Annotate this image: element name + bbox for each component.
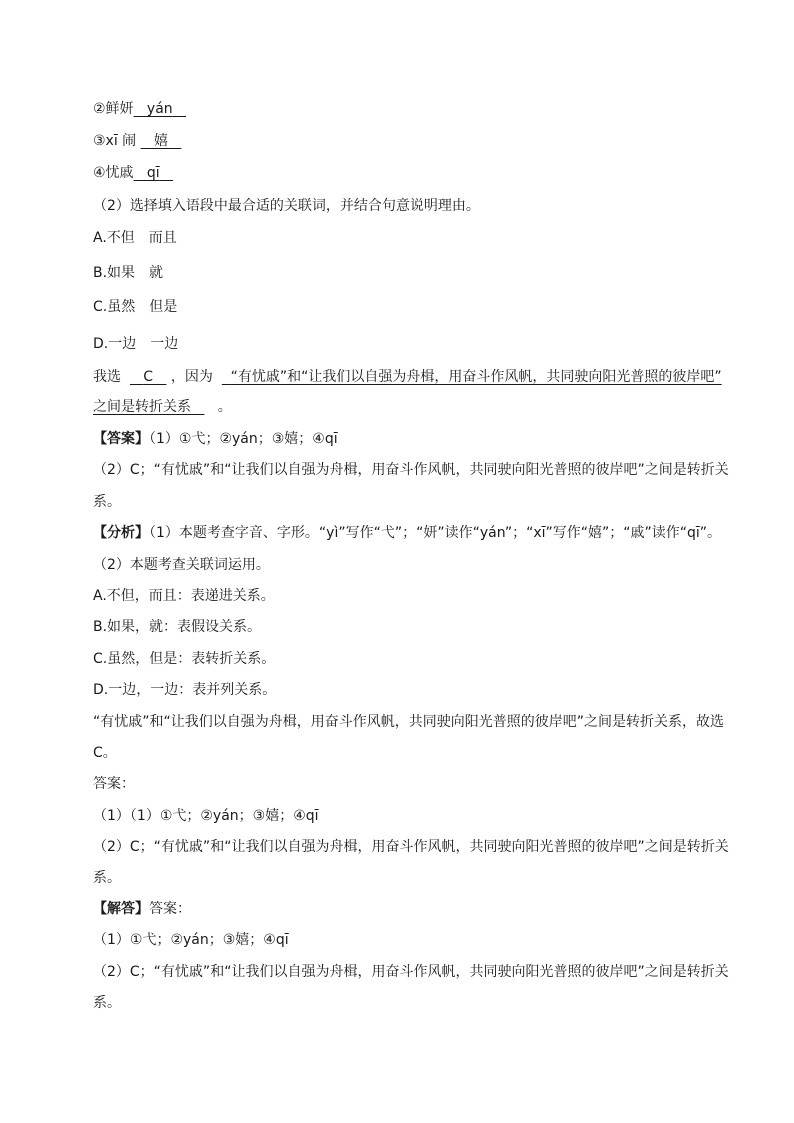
solution-tag: 【解答】 bbox=[93, 901, 149, 917]
item-3-word: ③xī 闹 bbox=[93, 133, 137, 149]
option-b: B.如果 就 bbox=[93, 265, 164, 281]
solution-answer-1: （1）①弋；②yán；③嬉；④qī bbox=[93, 932, 289, 948]
analysis-tag: 【分析】 bbox=[93, 525, 149, 541]
choice-line bbox=[93, 367, 722, 387]
choice-reason-tail: 之间是转折关系 bbox=[93, 399, 191, 415]
answer-part-2: （2）C；“有忧戚”和“让我们以自强为舟楫，用奋斗作风帆，共同驶向阳光普照的彼岸吧”之间是转折关 bbox=[93, 462, 729, 478]
analysis-part-2: （2）本题考查关联词运用。 bbox=[93, 557, 270, 573]
option-c: C.虽然 但是 bbox=[93, 299, 178, 315]
analysis-answer-1: （1）（1）①弋；②yán；③嬉；④qī bbox=[93, 808, 319, 824]
choice-prefix: 我选 bbox=[93, 369, 121, 385]
option-d: D.一边 一边 bbox=[93, 336, 179, 352]
analysis-answer-2: （2）C；“有忧戚”和“让我们以自强为舟楫，用奋斗作风帆，共同驶向阳光普照的彼岸吧”之间是转折关 bbox=[93, 839, 729, 855]
solution-answer-2-cont: 系。 bbox=[93, 995, 121, 1011]
option-a: A.不但 而且 bbox=[93, 230, 177, 246]
item-2-answer: yán bbox=[146, 101, 173, 117]
item-4-line bbox=[93, 163, 173, 183]
analysis-option-d: D.一边，一边：表并列关系。 bbox=[93, 682, 277, 698]
analysis-answer-label: 答案： bbox=[93, 776, 135, 792]
analysis-conclusion: “有忧戚”和“让我们以自强为舟楫，用奋斗作风帆，共同驶向阳光普照的彼岸吧”之间是转折关系，故选 bbox=[93, 714, 725, 730]
choice-reason-cont bbox=[93, 397, 232, 417]
solution-line bbox=[93, 899, 191, 919]
answer-text: （1）①弋；②yán；③嬉；④qī bbox=[149, 431, 338, 447]
item-4-word: ④忧戚 bbox=[93, 165, 134, 181]
solution-answer-2: （2）C；“有忧戚”和“让我们以自强为舟楫，用奋斗作风帆，共同驶向阳光普照的彼岸吧”之间是转折关 bbox=[93, 964, 729, 980]
analysis-option-c: C.虽然，但是：表转折关系。 bbox=[93, 651, 276, 667]
choice-period: 。 bbox=[217, 399, 232, 415]
answer-part-2-cont: 系。 bbox=[93, 494, 121, 510]
item-3-line bbox=[93, 131, 181, 151]
choice-reason: “有忧戚”和“让我们以自强为舟楫，用奋斗作风帆，共同驶向阳光普照的彼岸吧” bbox=[230, 369, 722, 385]
analysis-option-a: A.不但，而且：表递进关系。 bbox=[93, 588, 275, 604]
question-2-prompt: （2）选择填入语段中最合适的关联词，并结合句意说明理由。 bbox=[93, 198, 480, 214]
analysis-conclusion-cont: C。 bbox=[93, 745, 117, 761]
solution-text: 答案： bbox=[149, 901, 191, 917]
item-3-answer: 嬉 bbox=[154, 133, 168, 149]
analysis-text: （1）本题考查字音、字形。“yì”写作“弋”；“妍”读作“yán”；“xī”写作“嬉”；“戚”读作“qī”。 bbox=[149, 525, 722, 541]
choice-because: ，因为 bbox=[170, 369, 213, 385]
analysis-option-b: B.如果，就：表假设关系。 bbox=[93, 619, 262, 635]
analysis-line bbox=[93, 523, 721, 543]
analysis-answer-2-cont: 系。 bbox=[93, 870, 121, 886]
item-2-line bbox=[93, 99, 186, 119]
answer-line bbox=[93, 429, 338, 449]
item-2-word: ②鲜妍 bbox=[93, 101, 134, 117]
item-4-answer: qī bbox=[146, 165, 160, 181]
choice-answer: C bbox=[143, 369, 154, 385]
answer-tag: 【答案】 bbox=[93, 431, 149, 447]
